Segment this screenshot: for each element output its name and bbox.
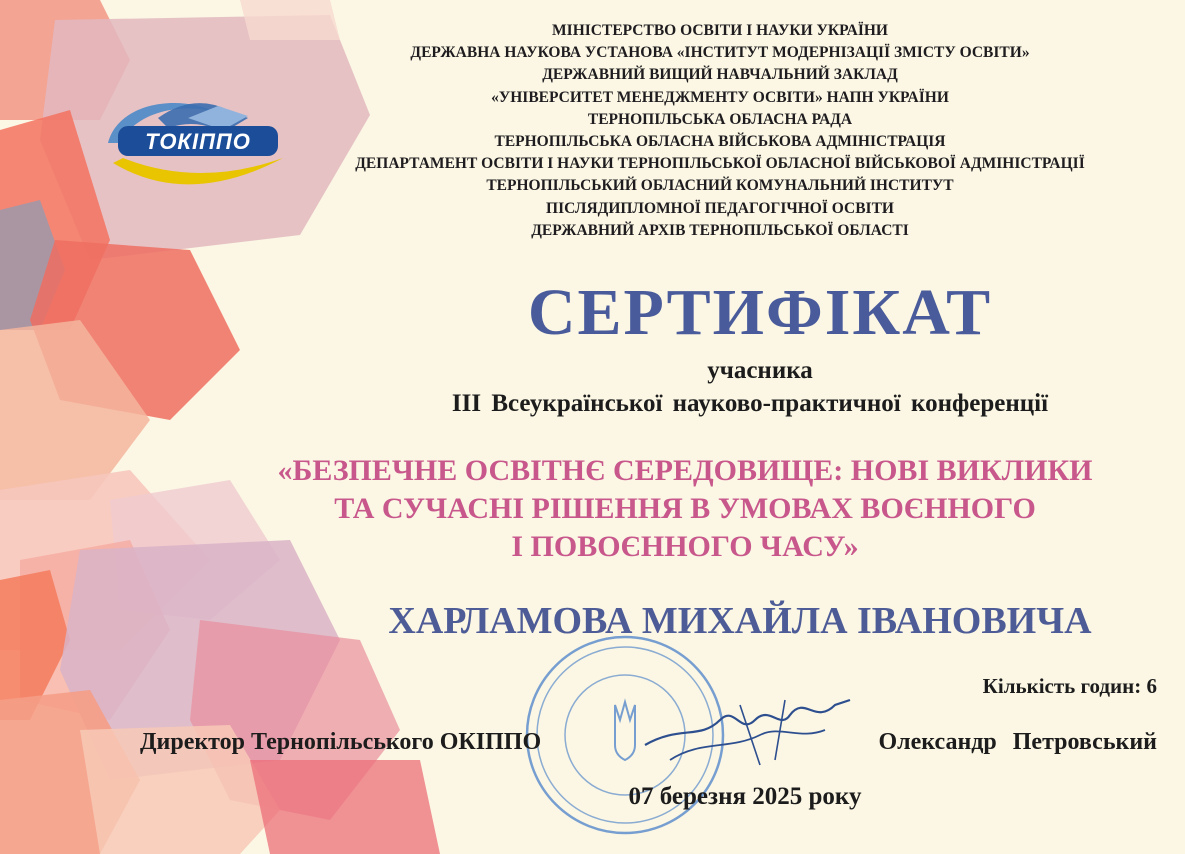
organization-line: ТЕРНОПІЛЬСЬКА ОБЛАСНА РАДА	[587, 110, 853, 128]
organization-line: «УНІВЕРСИТЕТ МЕНЕДЖМЕНТУ ОСВІТИ» НАПН УКРАЇНИ	[491, 88, 949, 106]
theme-line: І ПОВОЄННОГО ЧАСУ»	[511, 530, 859, 563]
theme-line: ТА СУЧАСНІ РІШЕННЯ В УМОВАХ ВОЄННОГО	[334, 492, 1036, 525]
hours-count: Кількість годин: 6	[982, 674, 1157, 698]
conference-theme	[255, 452, 1115, 566]
organization-line: ПІСЛЯДИПЛОМНОЇ ПЕДАГОГІЧНОЇ ОСВІТИ	[546, 199, 894, 217]
director-title: Директор Тернопільського ОКІППО	[140, 729, 542, 755]
recipient-name: ХАРЛАМОВА МИХАЙЛА ІВАНОВИЧА	[388, 600, 1092, 642]
issuing-organizations	[290, 20, 1150, 242]
logo-text: ТОКІППО	[145, 129, 251, 154]
organization-line: ДЕРЖАВНИЙ ВИЩИЙ НАВЧАЛЬНИЙ ЗАКЛАД	[542, 66, 898, 84]
certificate-subtitle: учасника	[707, 357, 813, 384]
organization-line: ДЕРЖАВНА НАУКОВА УСТАНОВА «ІНСТИТУТ МОДЕРНІЗАЦІЇ ЗМІСТУ ОСВІТИ»	[410, 44, 1030, 62]
organization-line: МІНІСТЕРСТВО ОСВІТИ І НАУКИ УКРАЇНИ	[552, 22, 888, 39]
organization-line: ТЕРНОПІЛЬСЬКА ОБЛАСНА ВІЙСЬКОВА АДМІНІСТРАЦІЯ	[494, 133, 946, 151]
tokippo-logo	[98, 88, 288, 198]
director-name: Олександр Петровський	[878, 729, 1157, 755]
certificate-title: СЕРТИФІКАТ	[527, 276, 993, 349]
issue-date: 07 березня 2025 року	[628, 783, 862, 810]
conference-name: ІІІ Всеукраїнської науково-практичної конференції	[451, 390, 1049, 417]
theme-line: «БЕЗПЕЧНЕ ОСВІТНЄ СЕРЕДОВИЩЕ: НОВІ ВИКЛИКИ	[277, 454, 1093, 487]
director-signature	[640, 685, 855, 775]
organization-line: ТЕРНОПІЛЬСЬКИЙ ОБЛАСНИЙ КОМУНАЛЬНИЙ ІНСТИТУТ	[486, 177, 954, 195]
organization-line: ДЕПАРТАМЕНТ ОСВІТИ І НАУКИ ТЕРНОПІЛЬСЬКОЇ ОБЛАСНОЇ ВІЙСЬКОВОЇ АДМІНІСТРАЦІЇ	[355, 155, 1085, 173]
organization-line: ДЕРЖАВНИЙ АРХІВ ТЕРНОПІЛЬСЬКОЇ ОБЛАСТІ	[531, 221, 909, 239]
